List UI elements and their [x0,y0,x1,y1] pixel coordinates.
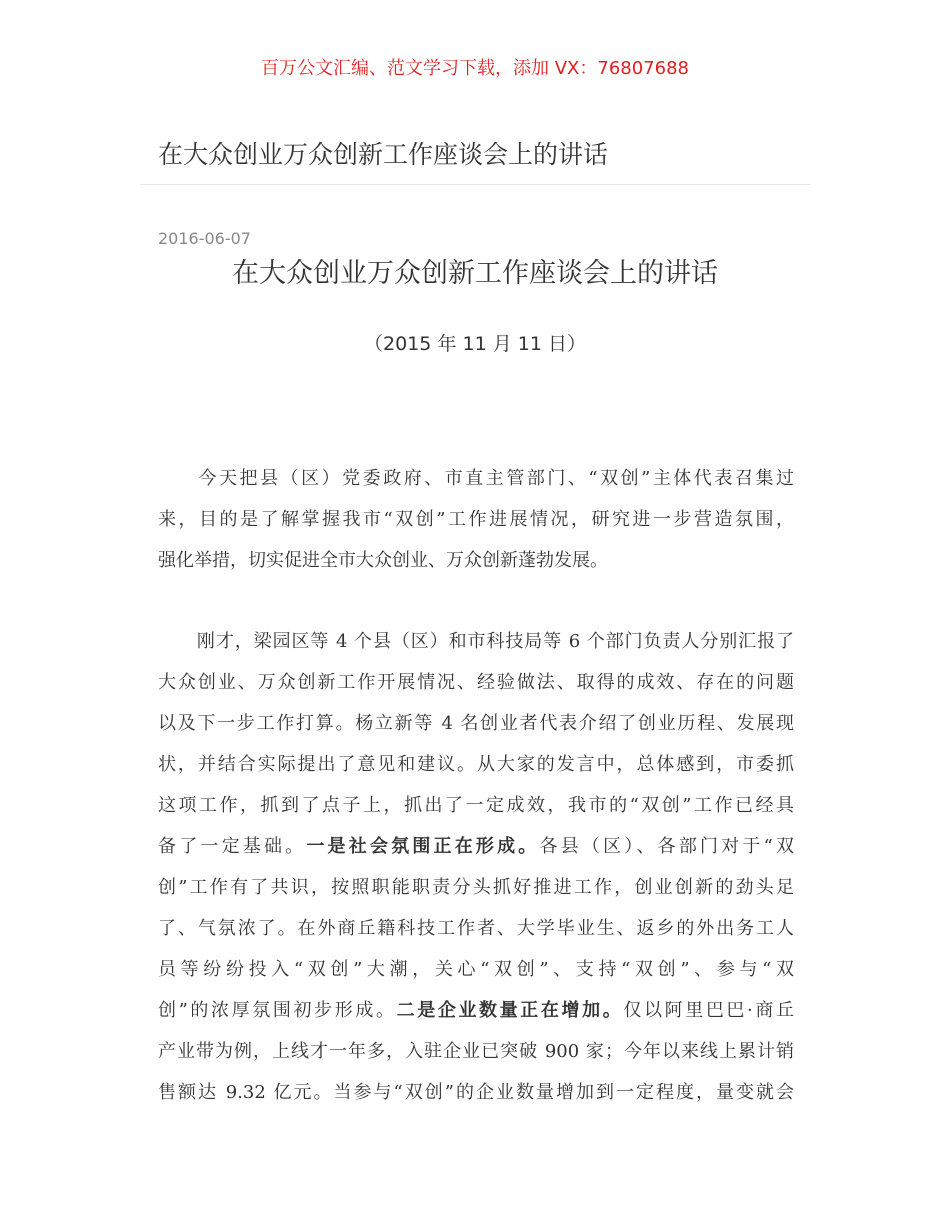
text-line: 创”工作有了共识，按照职能职责分头抓好推进工作，创业创新的劲头足 [158,877,794,898]
text-line: 大众创业、万众创新工作开展情况、经验做法、取得的成效、存在的问题 [158,672,794,693]
text-line: 这项工作，抓到了点子上，抓出了一定成效，我市的“双创”工作已经具 [158,795,794,816]
text-line: 创”的浓厚氛围初步形成。二是企业数量正在增加。仅以阿里巴巴·商丘 [158,1000,794,1021]
article-date-subtitle: （2015 年 11 月 11 日） [364,333,586,355]
highlight-point-2: 二是企业数量正在增加。 [396,1000,624,1021]
text-line: 刚才，梁园区等 4 个县（区）和市科技局等 6 个部门负责人分别汇报了 [196,631,794,652]
text-line: 了、气氛浓了。在外商丘籍科技工作者、大学毕业生、返乡的外出务工人 [158,918,794,939]
text-line: 备了一定基础。一是社会氛围正在形成。各县（区）、各部门对于“双 [158,836,795,857]
highlight-point-1: 一是社会氛围正在形成。 [306,836,540,857]
page-title: 在大众创业万众创新工作座谈会上的讲话 [158,140,609,169]
text-line: 员等纷纷投入“双创”大潮，关心“双创”、支持“双创”、参与“双 [158,959,794,980]
article-body [158,458,794,1113]
title-divider [140,184,810,185]
text-line: 来，目的是了解掌握我市“双创”工作进展情况，研究进一步营造氛围， [158,509,794,530]
promo-banner: 百万公文汇编、范文学习下载，添加 VX：76807688 [261,58,689,79]
article-title: 在大众创业万众创新工作座谈会上的讲话 [232,258,718,289]
text-line: 状，并结合实际提出了意见和建议。从大家的发言中，总体感到，市委抓 [158,754,794,775]
paragraph-1 [158,458,794,581]
text-line: 以及下一步工作打算。杨立新等 4 名创业者代表介绍了创业历程、发展现 [158,713,794,734]
text-line: 产业带为例，上线才一年多，入驻企业已突破 900 家；今年以来线上累计销 [158,1041,794,1062]
publish-date: 2016-06-07 [158,229,251,248]
text-line: 售额达 9.32 亿元。当参与“双创”的企业数量增加到一定程度，量变就会 [158,1082,794,1103]
text-line: 强化举措，切实促进全市大众创业、万众创新蓬勃发展。 [158,550,608,571]
text-line: 今天把县（区）党委政府、市直主管部门、“双创”主体代表召集过 [196,468,794,489]
paragraph-2 [158,621,794,1113]
